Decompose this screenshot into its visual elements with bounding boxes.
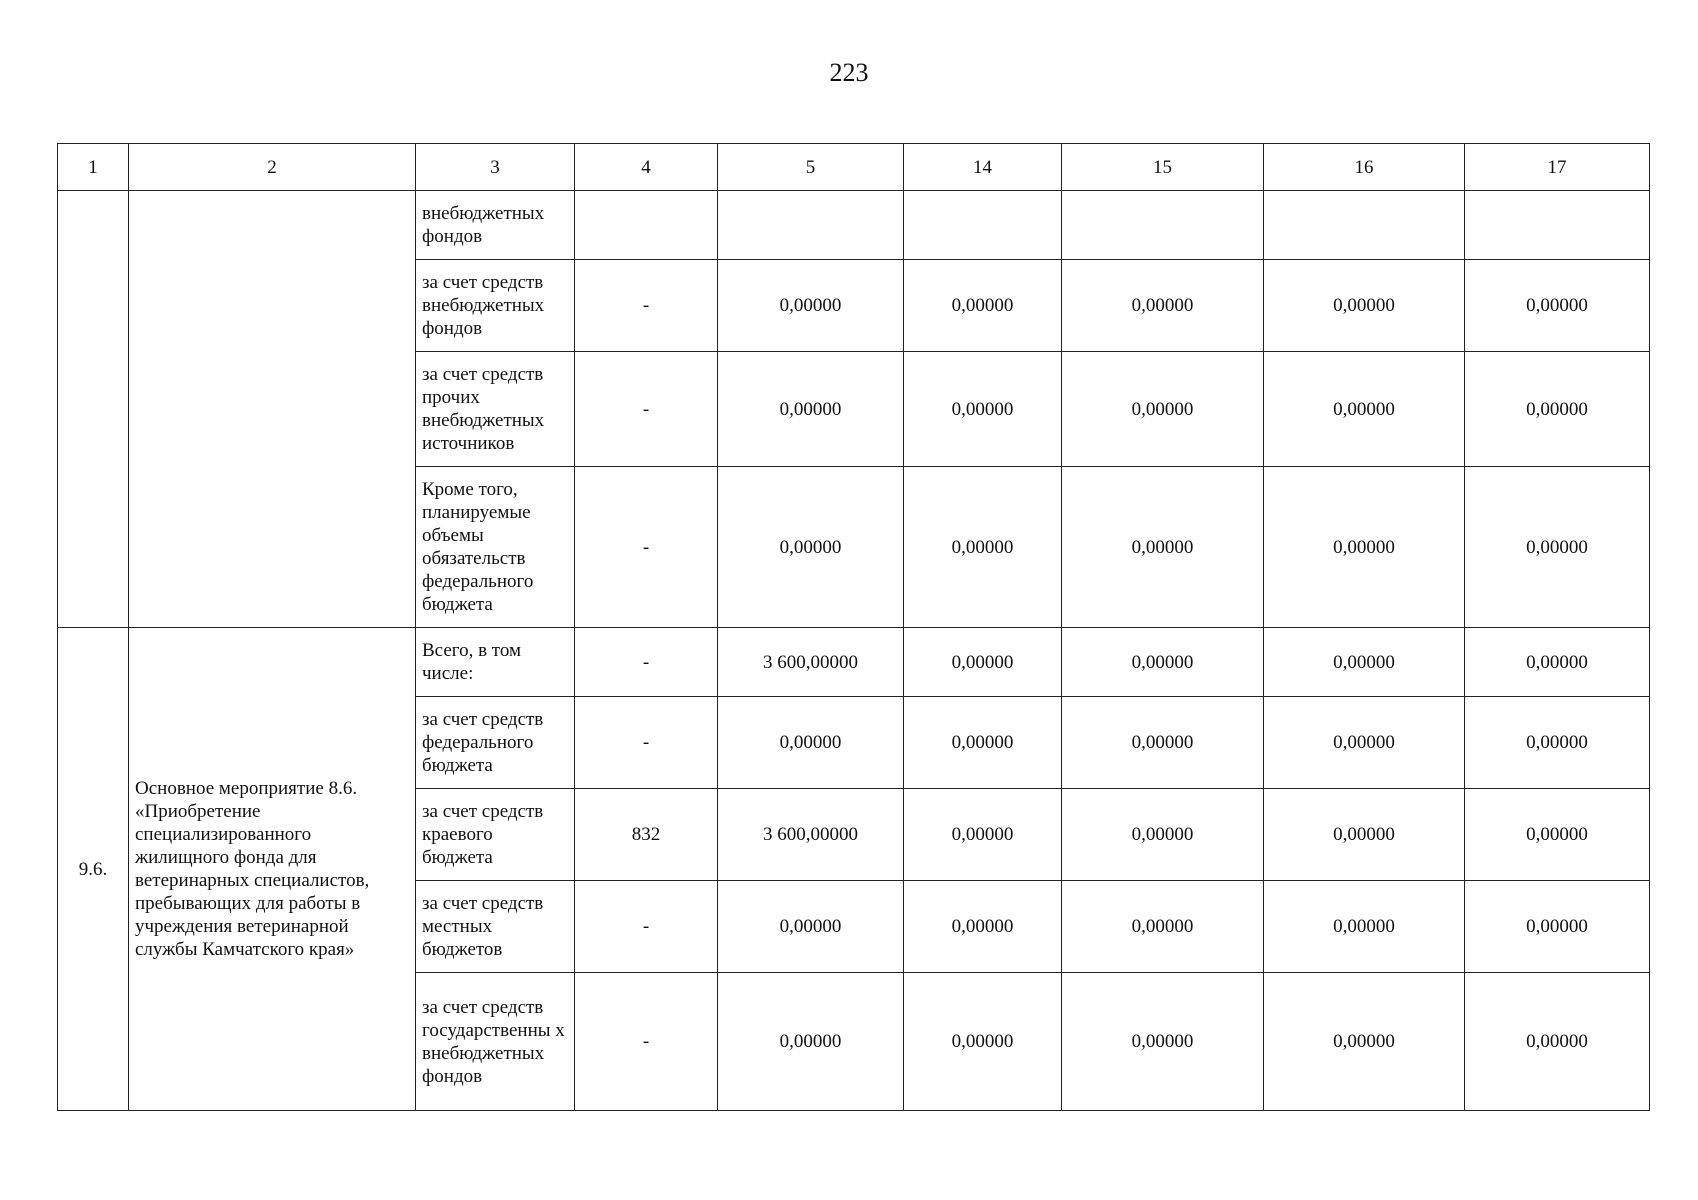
column-header: 1 [58,144,129,191]
amount-col-17: 0,00000 [1465,628,1650,697]
funding-source: Кроме того, планируемые объемы обязательств федерального бюджета [416,467,575,628]
amount-col-15: 0,00000 [1062,260,1264,352]
index-cell [58,191,129,628]
table-row [58,191,1650,260]
funding-source: за счет средств внебюджетных фондов [416,260,575,352]
amount-col-14: 0,00000 [904,260,1062,352]
amount-col-15: 0,00000 [1062,628,1264,697]
amount-col-5: 0,00000 [718,697,904,789]
funding-source: за счет средств местных бюджетов [416,881,575,973]
funding-source: внебюджетных фондов [416,191,575,260]
budget-code: - [575,973,718,1111]
budget-code: 832 [575,789,718,881]
budget-code: - [575,628,718,697]
description-cell [129,191,416,628]
funding-source: за счет средств государственны х внебюджетных фондов [416,973,575,1111]
page-number: 223 [829,58,869,87]
column-header: 3 [416,144,575,191]
amount-col-14: 0,00000 [904,789,1062,881]
amount-col-16 [1264,191,1465,260]
amount-col-5: 3 600,00000 [718,789,904,881]
amount-col-17 [1465,191,1650,260]
column-header: 16 [1264,144,1465,191]
amount-col-5: 0,00000 [718,260,904,352]
budget-code: - [575,260,718,352]
amount-col-17: 0,00000 [1465,881,1650,973]
amount-col-15: 0,00000 [1062,697,1264,789]
amount-col-17: 0,00000 [1465,789,1650,881]
amount-col-5: 0,00000 [718,352,904,467]
amount-col-15 [1062,191,1264,260]
amount-col-15: 0,00000 [1062,352,1264,467]
budget-code: - [575,881,718,973]
amount-col-16: 0,00000 [1264,973,1465,1111]
table-header-row [58,144,1650,191]
amount-col-15: 0,00000 [1062,789,1264,881]
amount-col-17: 0,00000 [1465,973,1650,1111]
amount-col-17: 0,00000 [1465,467,1650,628]
amount-col-17: 0,00000 [1465,352,1650,467]
column-header: 15 [1062,144,1264,191]
amount-col-14 [904,191,1062,260]
amount-col-14: 0,00000 [904,352,1062,467]
amount-col-14: 0,00000 [904,467,1062,628]
section-title: Основное мероприятие 8.6. «Приобретение специализированного жилищного фонда для ветеринарных специалистов, пребывающих для работы в учреждения ветеринарной службы Камчатского края» [129,628,416,1111]
amount-col-16: 0,00000 [1264,352,1465,467]
amount-col-5: 3 600,00000 [718,628,904,697]
funding-source: за счет средств краевого бюджета [416,789,575,881]
amount-col-14: 0,00000 [904,881,1062,973]
budget-code: - [575,697,718,789]
amount-col-16: 0,00000 [1264,789,1465,881]
budget-code: - [575,467,718,628]
amount-col-5: 0,00000 [718,881,904,973]
amount-col-17: 0,00000 [1465,260,1650,352]
amount-col-16: 0,00000 [1264,697,1465,789]
amount-col-16: 0,00000 [1264,260,1465,352]
budget-table [57,143,1650,1111]
amount-col-14: 0,00000 [904,973,1062,1111]
amount-col-16: 0,00000 [1264,628,1465,697]
column-header: 14 [904,144,1062,191]
amount-col-17: 0,00000 [1465,697,1650,789]
column-header: 4 [575,144,718,191]
funding-source: за счет средств прочих внебюджетных источников [416,352,575,467]
amount-col-14: 0,00000 [904,628,1062,697]
table-row [58,628,1650,697]
column-header: 2 [129,144,416,191]
amount-col-15: 0,00000 [1062,881,1264,973]
budget-code [575,191,718,260]
amount-col-16: 0,00000 [1264,881,1465,973]
amount-col-5: 0,00000 [718,973,904,1111]
amount-col-15: 0,00000 [1062,973,1264,1111]
amount-col-16: 0,00000 [1264,467,1465,628]
section-index: 9.6. [58,628,129,1111]
amount-col-14: 0,00000 [904,697,1062,789]
column-header: 17 [1465,144,1650,191]
funding-source: за счет средств федерального бюджета [416,697,575,789]
amount-col-5 [718,191,904,260]
amount-col-5: 0,00000 [718,467,904,628]
amount-col-15: 0,00000 [1062,467,1264,628]
column-header: 5 [718,144,904,191]
funding-source: Всего, в том числе: [416,628,575,697]
budget-code: - [575,352,718,467]
